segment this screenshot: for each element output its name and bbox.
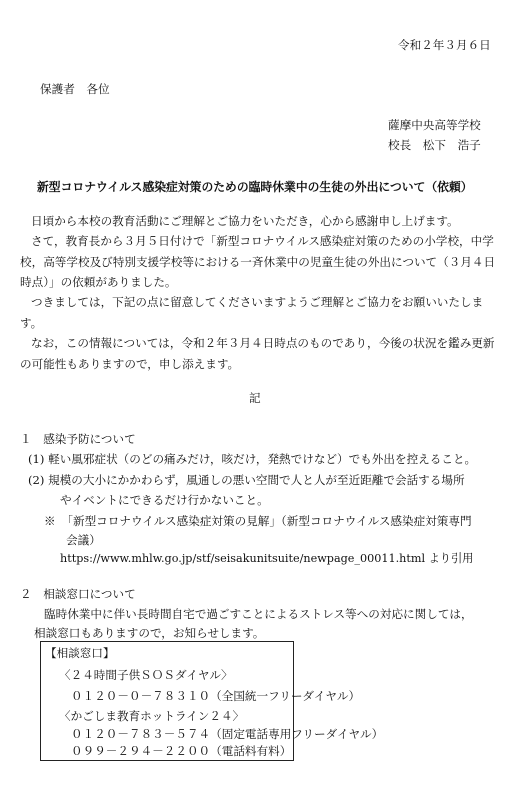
consultation-line-3: 〈かごしま教育ホットライン２４〉 — [59, 709, 245, 723]
section1-item2-line2: やイベントにできるだけ行かないこと。 — [60, 493, 269, 507]
consultation-line-5: ０９９－２９４－２２００（電話料有料） — [71, 744, 292, 758]
intro-paragraph-1: 日頃から本校の教育活動にご理解とご協力をいただき，心から感謝申し上げます。 — [31, 214, 459, 228]
intro-paragraph-4: なお，この情報については，令和２年３月４日時点のものであり，今後の状況を鑑み更新の可能性もありますので，申し添えます。 — [20, 336, 495, 371]
section2-body-line1: 臨時休業中に伴い長時間自宅で過ごすことによるストレス等への対応に関しては， — [44, 607, 473, 621]
section1-note-line1: ※ 「新型コロナウイルス感染症対策の見解」（新型コロナウイルス感染症対策専門 — [44, 514, 472, 528]
consultation-line-2: ０１２０－０－７８３１０（全国統一フリーダイヤル） — [71, 689, 361, 703]
section2-body-line2: 相談窓口もありますので，お知らせします。 — [34, 626, 265, 640]
consultation-box-heading: 【相談窓口】 — [45, 646, 115, 660]
section1-note-line2: 会議） — [66, 533, 101, 547]
ki-heading: 記 — [249, 391, 261, 405]
school-name: 薩摩中央高等学校 — [388, 118, 481, 132]
section1-item2-line1: (2) 規模の大小にかかわらず，風通しの悪い空間で人と人が至近距離で会話する場所 — [28, 473, 465, 487]
section2-heading: ２ 相談窓口について — [20, 587, 136, 601]
intro-paragraph-3: つきましては，下記の点に留意してくださいますようご理解とご協力をお願いいたします。 — [20, 295, 484, 330]
consultation-line-1: 〈２４時間子供ＳＯＳダイヤル〉 — [59, 668, 233, 682]
document-date: 令和２年３月６日 — [398, 38, 491, 52]
section1-item1: (1) 軽い風邪症状（のどの痛みだけ，咳だけ，発熱でけなど）でも外出を控えること。 — [28, 452, 477, 466]
principal-name: 校長 松下 浩子 — [388, 138, 481, 152]
consultation-line-4: ０１２０－７８３－５７４（固定電話専用フリーダイヤル） — [71, 727, 384, 741]
intro-paragraph-2: さて，教育長から３月５日付けで「新型コロナウイルス感染症対策のための小学校，中学校，高等学校及び特別支援学校等における一斉休業中の児童生徒の外出について（３月４日時点）」の依頼がありました。 — [20, 234, 496, 289]
section1-source-url: https://www.mhlw.go.jp/stf/seisakunitsuite/newpage_00011.html より引用 — [60, 552, 474, 565]
consultation-box — [40, 641, 384, 761]
section1-heading: １ 感染予防について — [20, 432, 136, 446]
recipient-line: 保護者 各位 — [40, 82, 110, 96]
document-title: 新型コロナウイルス感染症対策のための臨時休業中の生徒の外出について（依頼） — [37, 180, 473, 194]
